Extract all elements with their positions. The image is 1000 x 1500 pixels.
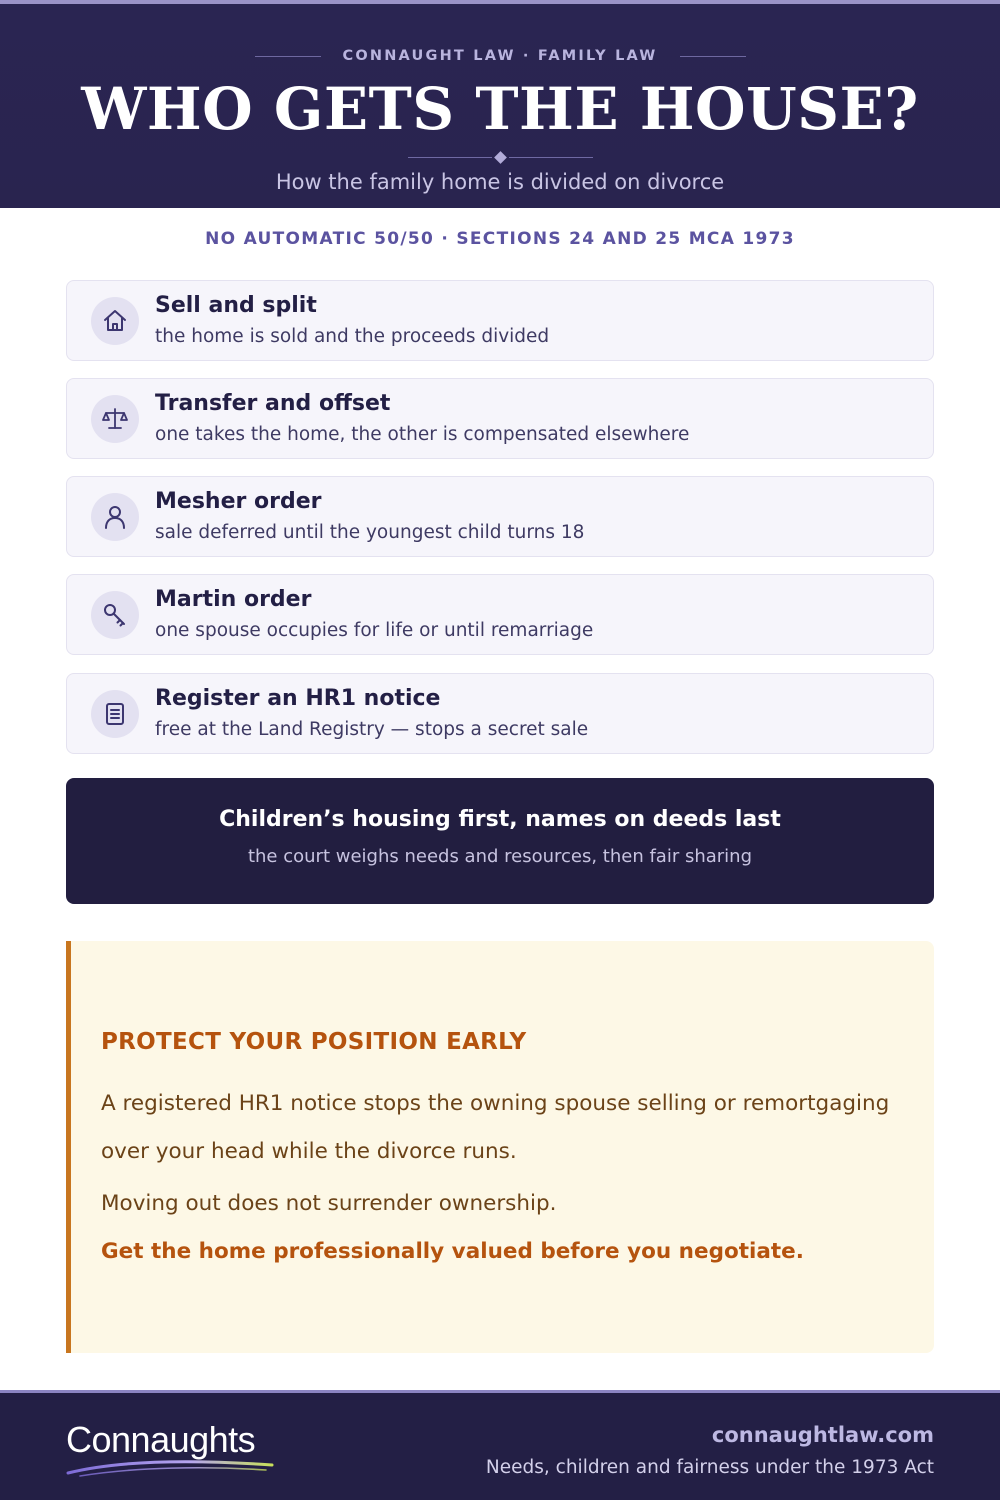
- callout-subtitle: the court weighs needs and resources, then fair sharing: [247, 846, 753, 867]
- option-description: the home is sold and the proceeds divided: [155, 326, 550, 347]
- option-title: Transfer and offset: [155, 391, 391, 416]
- eyebrow-text: CONNAUGHT LAW · FAMILY LAW: [342, 48, 658, 64]
- person-icon: [91, 493, 139, 541]
- option-description: one spouse occupies for life or until remarriage: [155, 620, 594, 641]
- title-divider: [0, 153, 1000, 162]
- divider-rule-right: [509, 157, 593, 158]
- scales-icon: [91, 395, 139, 443]
- tip-box: [66, 941, 934, 1353]
- option-description: sale deferred until the youngest child turns 18: [155, 522, 585, 543]
- tip-line-moving-out: Moving out does not surrender ownership.: [101, 1191, 557, 1216]
- option-description: free at the Land Registry — stops a secret sale: [155, 719, 589, 740]
- tip-heading: PROTECT YOUR POSITION EARLY: [101, 1029, 527, 1055]
- logo-swoosh-icon: [66, 1457, 276, 1479]
- diamond-ornament-icon: [494, 151, 507, 164]
- key-icon: [91, 591, 139, 639]
- option-title: Mesher order: [155, 489, 322, 514]
- divider-rule-left: [408, 157, 492, 158]
- page-subtitle: How the family home is divided on divorce: [275, 170, 725, 194]
- option-card-hr1-notice: [66, 673, 934, 754]
- option-card-martin-order: [66, 574, 934, 655]
- footer-tagline: Needs, children and fairness under the 1973 Act: [485, 1457, 934, 1478]
- footer: [0, 1390, 1000, 1500]
- tip-line-valuation: Get the home professionally valued before you negotiate.: [101, 1239, 804, 1264]
- website-link[interactable]: connaughtlaw.com: [711, 1423, 934, 1447]
- option-description: one takes the home, the other is compensated elsewhere: [155, 424, 690, 445]
- section-label: NO AUTOMATIC 50/50 · SECTIONS 24 AND 25 MCA 1973: [205, 229, 795, 249]
- option-card-mesher-order: [66, 476, 934, 557]
- tip-body: A registered HR1 notice stops the owning spouse selling or remortgaging over your head while the divorce runs.: [101, 1091, 890, 1164]
- eyebrow-rule-right: [680, 56, 746, 57]
- option-title: Sell and split: [155, 293, 317, 318]
- option-title: Register an HR1 notice: [155, 686, 441, 711]
- document-icon: [91, 690, 139, 738]
- option-card-sell-and-split: [66, 280, 934, 361]
- header-banner: [0, 0, 1000, 208]
- eyebrow-rule-left: [255, 56, 321, 57]
- option-card-transfer-and-offset: [66, 378, 934, 459]
- key-principle-callout: [66, 778, 934, 904]
- brand-logo: Connaughts: [66, 1419, 256, 1460]
- eyebrow-row: [0, 48, 1000, 64]
- page-title: WHO GETS THE HOUSE?: [81, 75, 919, 143]
- callout-title: Children’s housing first, names on deeds last: [219, 807, 781, 832]
- house-icon: [91, 297, 139, 345]
- option-title: Martin order: [155, 587, 312, 612]
